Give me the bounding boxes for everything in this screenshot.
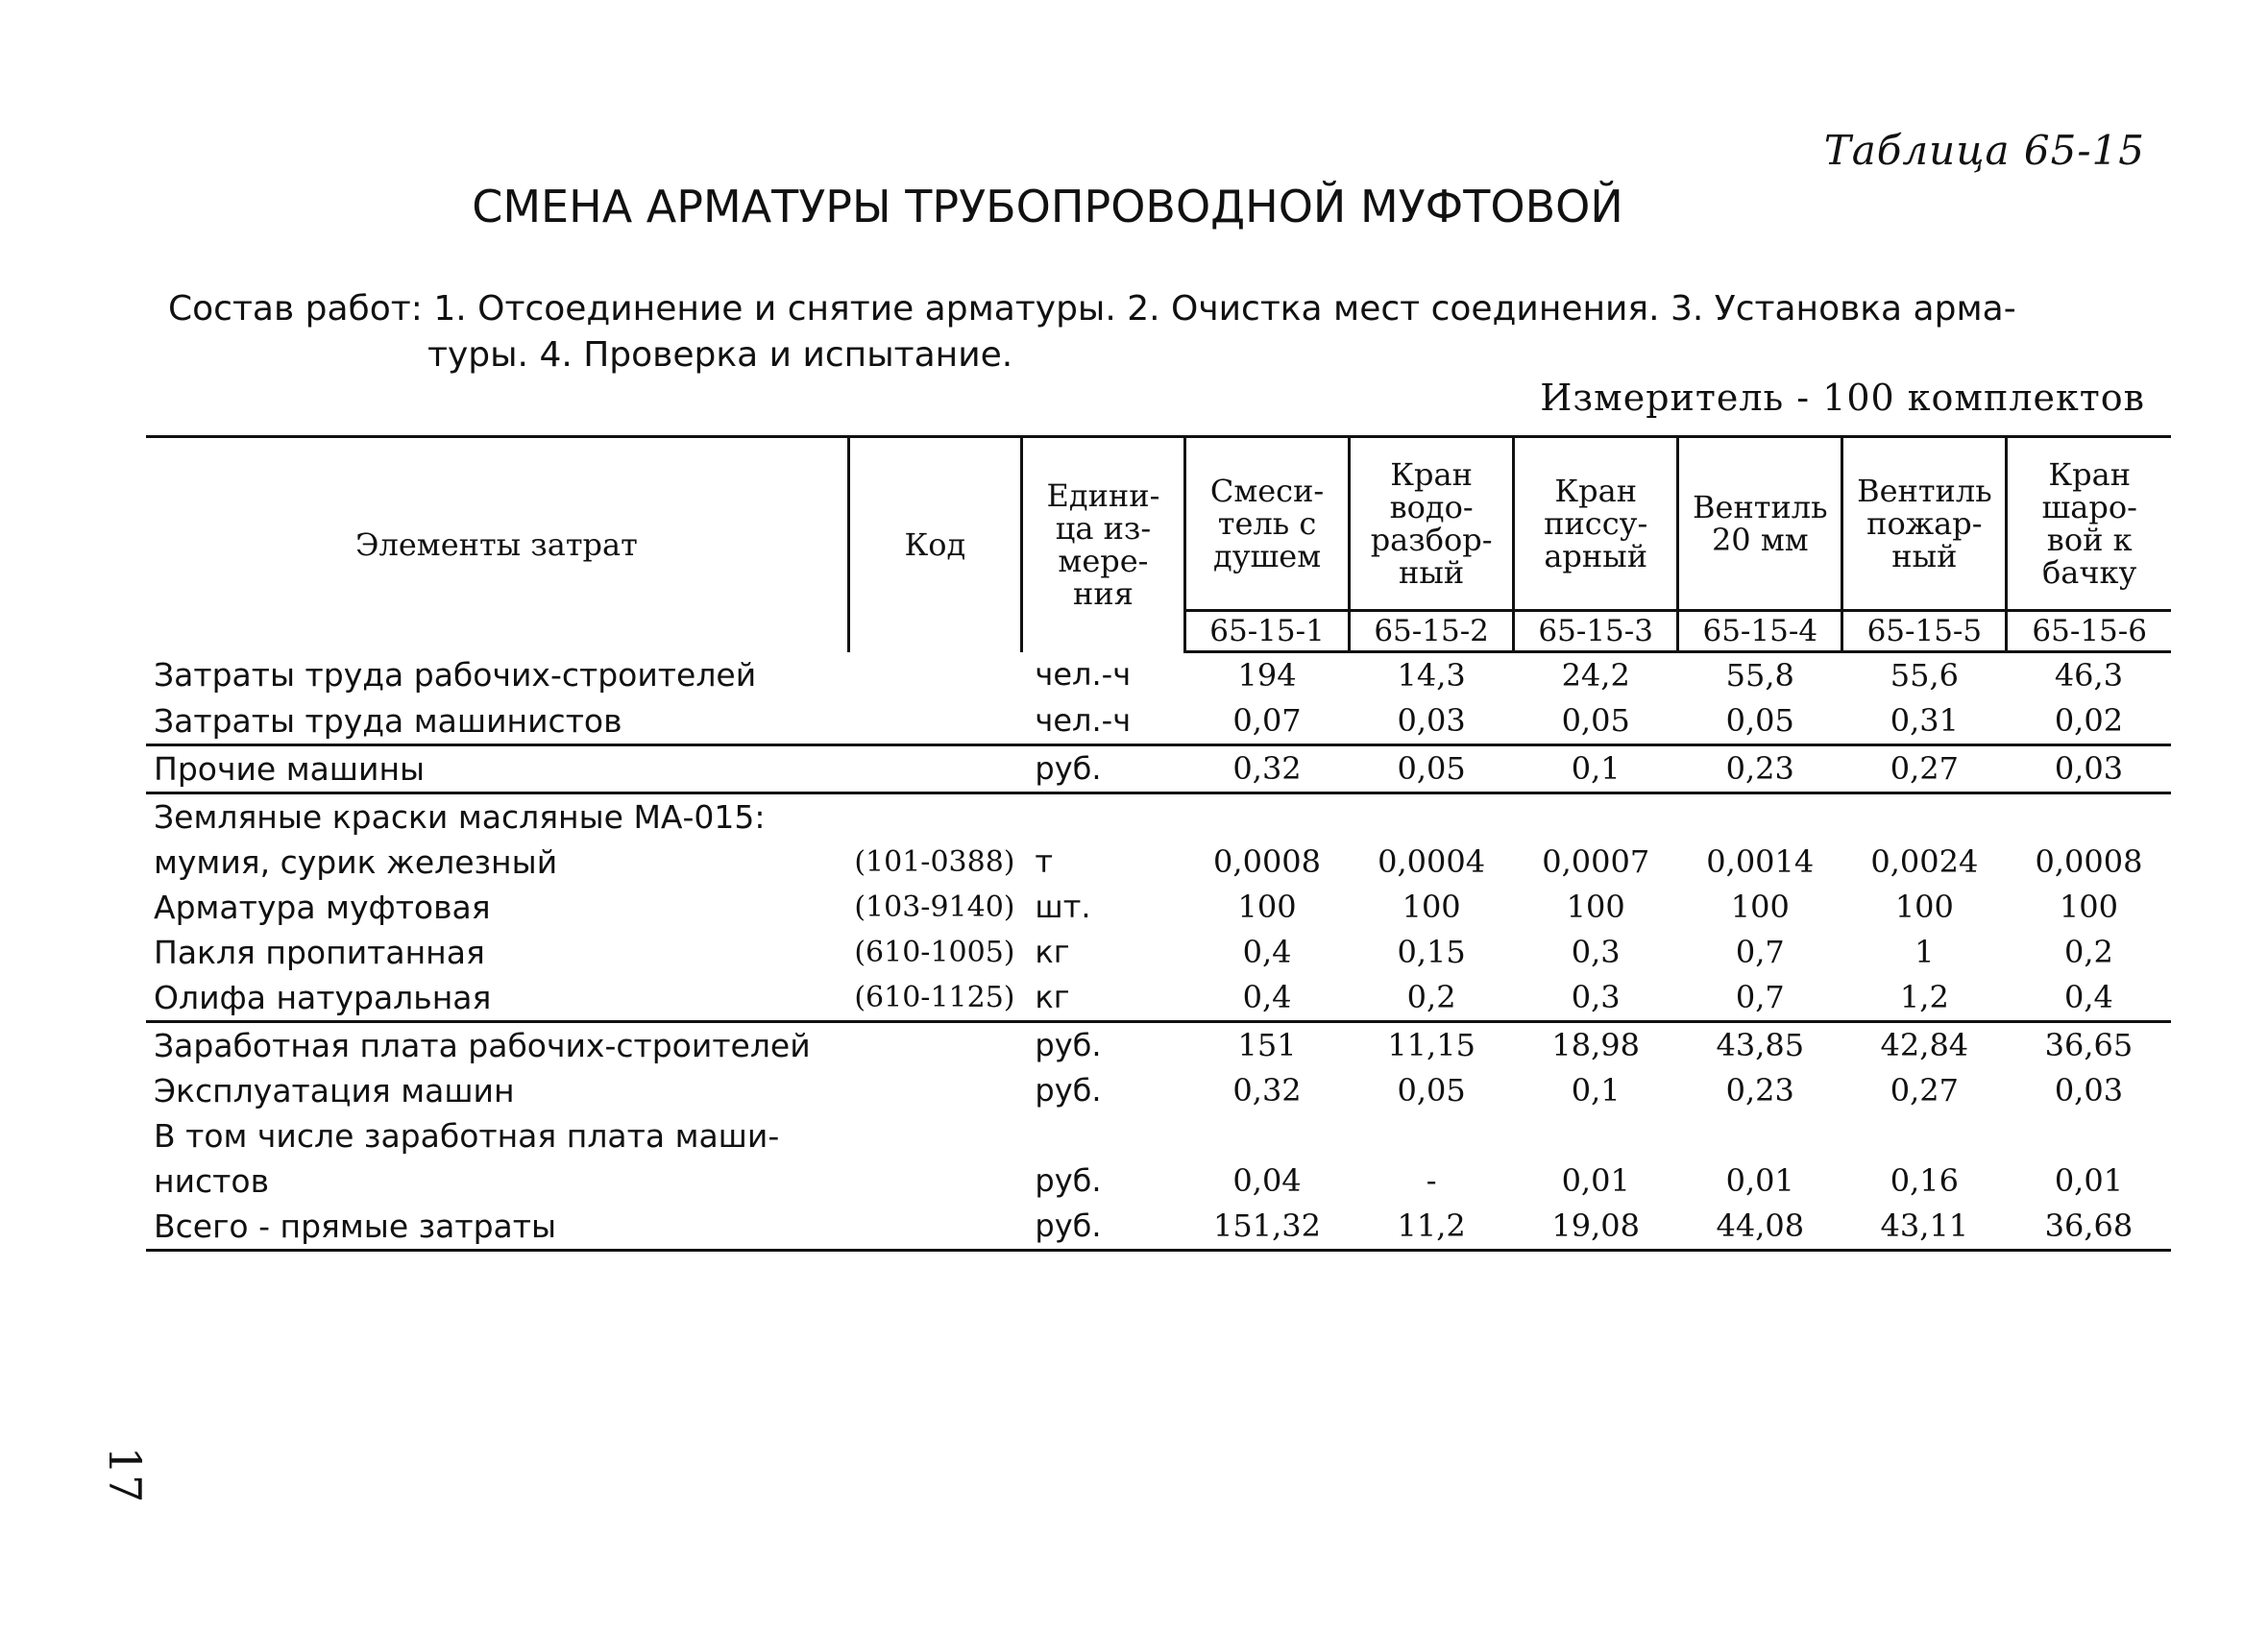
row-value: 11,15 [1387,1027,1475,1063]
row-value: 0,05 [1514,698,1678,745]
row-value: 46,3 [2054,657,2124,694]
row-unit: руб. [1035,1027,1102,1063]
row-value: 0,0007 [1542,843,1650,880]
row-value [1842,793,2007,841]
row-unit: шт. [1035,889,1091,925]
norms-table [146,435,2171,1252]
header-column-code: 65-15-4 [1678,611,1842,652]
row-element-name: Прочие машины [146,745,848,793]
composition-line-1: Состав работ: 1. Отсоединение и снятие арматуры. 2. Очистка мест соединения. 3. Установка арма- [168,289,2016,329]
row-value [1678,1113,1842,1158]
row-resource-code: (610-1125) [848,975,1021,1022]
header-column-label: Кран шаро- вой к бачку [2007,437,2171,611]
row-resource-code [848,1113,1021,1158]
row-value: 1,2 [1842,975,2007,1022]
row-value: 0,03 [1350,698,1514,745]
row-resource-code [848,1022,1021,1069]
row-value: 0,32 [1185,745,1350,793]
row-value: 0,32 [1232,1072,1302,1109]
row-value: 36,65 [2044,1027,2134,1063]
row-value [1350,1113,1514,1158]
row-value: 0,7 [1735,934,1785,970]
row-value: 0,15 [1397,934,1466,970]
header-column-code: 65-15-1 [1185,611,1350,652]
row-value: 42,84 [1880,1027,1969,1063]
row-value: 100 [1566,889,1625,925]
table-row [146,793,2171,841]
row-resource-code [848,652,1021,699]
row-resource-code: (610-1005) [854,936,1015,969]
row-value [1185,793,1350,841]
row-element-name: Заработная плата рабочих-строителей [154,1027,811,1064]
row-value: 0,0004 [1378,843,1486,880]
row-value [2007,793,2171,841]
row-element-name: Эксплуатация машин [154,1072,515,1110]
norms-table-body [146,652,2171,1251]
header-column-label: Смеси- тель с душем [1185,437,1350,611]
row-element-name: Всего - прямые затраты [146,1204,848,1251]
row-resource-code [848,1158,1021,1204]
measure-unit: Измеритель - 100 комплектов [1540,377,2145,419]
row-value: 44,08 [1678,1204,1842,1251]
header-column-label: Кран писсу- арный [1514,437,1678,611]
row-value: 0,16 [1890,1162,1959,1199]
row-value [1678,793,1842,841]
row-element-name: Затраты труда машинистов [146,698,848,745]
row-value: 0,02 [2007,698,2171,745]
row-value: 0,2 [2064,934,2113,970]
row-value: 55,8 [1725,657,1794,694]
row-value: 0,27 [1890,1072,1959,1109]
row-value: 100 [1730,889,1790,925]
table-row [146,1068,2171,1113]
row-value: 18,98 [1551,1027,1640,1063]
row-value: 55,6 [1890,657,1959,694]
composition-line-2: туры. 4. Проверка и испытание. [427,335,1013,375]
page-number: 17 [99,1446,151,1503]
row-value: 0,0008 [1213,843,1322,880]
row-resource-code [848,745,1021,793]
row-value: 0,2 [1350,975,1514,1022]
header-unit: Едини- ца из- мере- ния [1021,437,1184,652]
header-column-code: 65-15-2 [1350,611,1514,652]
row-value: 0,1 [1571,1072,1621,1109]
row-element-name: Земляные краски масляные МА-015: [154,798,766,836]
table-row [146,1113,2171,1158]
row-unit: руб. [1035,1162,1102,1199]
row-value: 100 [1894,889,1954,925]
row-value: 0,3 [1571,934,1621,970]
row-element-name: Олифа натуральная [146,975,848,1022]
row-unit: руб. [1035,1072,1102,1109]
table-row [146,745,2171,793]
row-value: 36,68 [2007,1204,2171,1251]
table-row [146,1022,2171,1069]
header-column-code: 65-15-3 [1514,611,1678,652]
row-unit: т [1035,843,1054,880]
row-resource-code: (101-0388) [854,845,1015,879]
header-column-label: Кран водо- разбор- ный [1350,437,1514,611]
row-value: 0,01 [1725,1162,1794,1199]
row-value: 24,2 [1561,657,1630,694]
row-value: 0,23 [1725,1072,1794,1109]
row-value: 0,1 [1514,745,1678,793]
header-column-code: 65-15-6 [2007,611,2171,652]
row-value: 0,4 [1185,975,1350,1022]
row-value: 151 [1237,1027,1297,1063]
row-value: 0,05 [1397,1072,1466,1109]
table-row [146,975,2171,1022]
work-composition [168,286,2128,378]
row-value: 0,3 [1514,975,1678,1022]
row-unit [1021,1113,1184,1158]
row-element-name: Затраты труда рабочих-строителей [154,656,757,695]
row-value: 1 [1914,934,1935,970]
row-resource-code [848,793,1021,841]
row-value: 11,2 [1350,1204,1514,1251]
row-element-name: мумия, сурик железный [154,843,558,881]
row-unit: чел.-ч [1021,698,1184,745]
row-element-name: нистов [154,1162,270,1200]
header-column-code: 65-15-5 [1842,611,2007,652]
row-value [1350,793,1514,841]
table-row [146,885,2171,930]
row-unit: руб. [1021,745,1184,793]
table-row [146,652,2171,699]
row-value: 0,01 [1561,1162,1630,1199]
header-code: Код [848,437,1021,652]
row-value: 0,05 [1678,698,1842,745]
row-unit: кг [1021,975,1184,1022]
row-value [1514,1113,1678,1158]
row-value: 14,3 [1397,657,1466,694]
row-value: 100 [1237,889,1297,925]
row-value: 19,08 [1514,1204,1678,1251]
row-value: 0,0024 [1870,843,1979,880]
row-value: 0,07 [1185,698,1350,745]
row-value [1514,793,1678,841]
row-value: 0,03 [2054,1072,2124,1109]
row-resource-code [848,1204,1021,1251]
row-value: 0,23 [1678,745,1842,793]
row-value: 0,4 [2007,975,2171,1022]
table-row [146,1204,2171,1251]
header-column-label: Вентиль 20 мм [1678,437,1842,611]
table-row [146,930,2171,975]
row-value: 0,05 [1350,745,1514,793]
table-row [146,698,2171,745]
row-unit: кг [1035,934,1070,970]
row-value: 0,27 [1842,745,2007,793]
header-elements: Элементы затрат [146,437,848,652]
row-value [1185,1113,1350,1158]
row-value: 0,7 [1678,975,1842,1022]
row-value: 100 [2059,889,2118,925]
row-resource-code [848,1068,1021,1113]
row-value: 43,85 [1716,1027,1805,1063]
row-value: 43,11 [1842,1204,2007,1251]
row-value: 0,0008 [2035,843,2143,880]
row-unit: руб. [1021,1204,1184,1251]
row-value: 0,01 [2054,1162,2124,1199]
row-value: 151,32 [1185,1204,1350,1251]
row-unit [1021,793,1184,841]
table-row [146,1158,2171,1204]
row-unit: чел.-ч [1035,656,1132,694]
row-value: 0,0014 [1706,843,1815,880]
header-column-label: Вентиль пожар- ный [1842,437,2007,611]
row-resource-code [848,698,1021,745]
row-element-name: Арматура муфтовая [154,889,491,926]
row-value [2007,1113,2171,1158]
row-value: 0,31 [1842,698,2007,745]
row-element-name: Пакля пропитанная [154,934,485,971]
table-row [146,840,2171,885]
row-value [1842,1113,2007,1158]
row-value: 0,04 [1232,1162,1302,1199]
row-value: 0,4 [1242,934,1292,970]
row-value: 100 [1402,889,1461,925]
page-title: СМЕНА АРМАТУРЫ ТРУБОПРОВОДНОЙ МУФТОВОЙ [472,181,1623,232]
row-value: - [1426,1162,1437,1199]
row-resource-code: (103-9140) [854,890,1015,924]
table-number: Таблица 65-15 [1823,127,2145,174]
row-element-name: В том числе заработная плата маши- [154,1117,780,1155]
row-value: 194 [1237,657,1297,694]
row-value: 0,03 [2007,745,2171,793]
